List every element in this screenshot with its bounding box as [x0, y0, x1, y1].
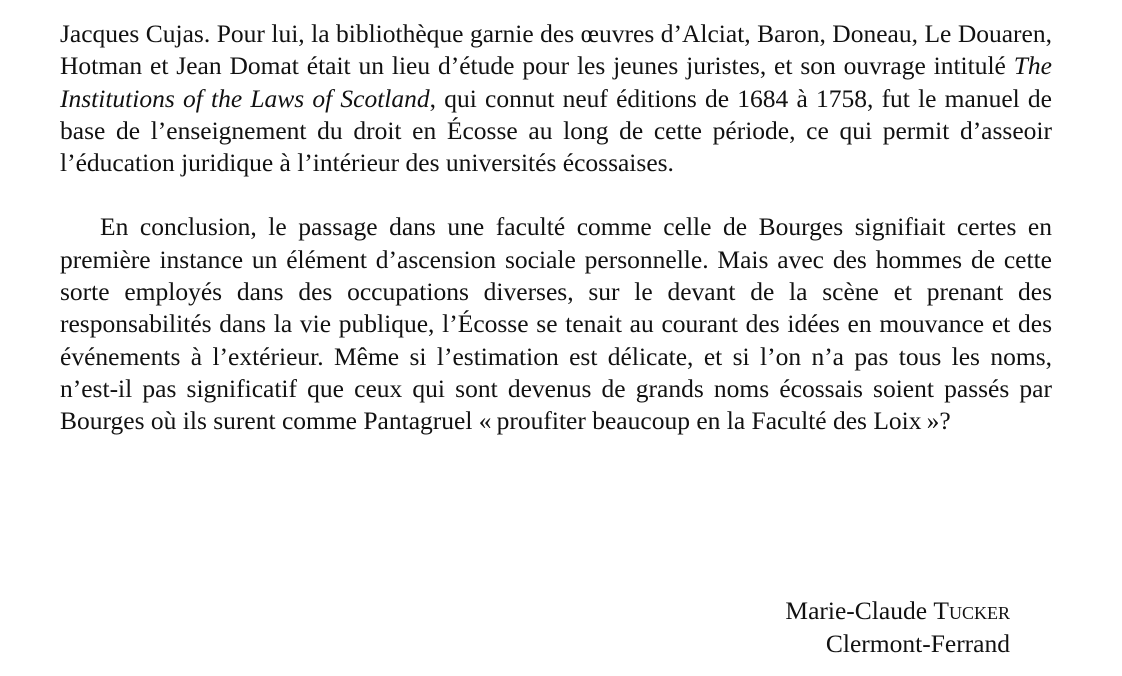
author-name	[785, 595, 1010, 628]
author-place: Clermont-Ferrand	[825, 628, 1010, 658]
paragraph-2-text: En conclusion, le passage dans une faculté comme celle de Bourges signifiait certes en première instance un élément d’ascension sociale personnelle. Mais avec des hommes de cette sorte employés dans des occupations diverses, sur le devant de la scène et prenant des responsabilités dans la vie publique, l’Écosse se tenait au courant des idées en mouvance et des événements à l’extérieur. Même si l’estimation est délicate, et si l’on n’a pas tous les noms, n’est-il pas significatif que ceux qui sont devenus de grands noms écossais soient passés par Bourges où ils surent comme Pantagruel « proufiter beaucoup en la Faculté des Loix »?	[60, 212, 1052, 436]
paragraph-2	[60, 211, 1052, 437]
document-body	[60, 18, 1052, 438]
paragraph-1	[60, 18, 1052, 179]
paragraph-1-text-before: Jacques Cujas. Pour lui, la bibliothèque garnie des œuvres d’Alciat, Baron, Doneau, Le Douaren, Hotman et Jean Domat était un lieu d’étude pour les jeunes juristes, et son ouvrage intitulé	[60, 19, 1052, 81]
author-signature	[785, 595, 1010, 660]
book-title: The Institutions of the Laws of Scotland	[60, 51, 1052, 113]
paragraph-1-text-after: , qui connut neuf éditions de 1684 à 1758, fut le manuel de base de l’enseignement du droit en Écosse au long de cette période, ce qui permit d’asseoir l’éducation juridique à l’intérieur des universités écossaises.	[60, 83, 1052, 178]
author-last-name: Tucker	[933, 596, 1010, 625]
author-first-name: Marie-Claude	[785, 596, 934, 625]
